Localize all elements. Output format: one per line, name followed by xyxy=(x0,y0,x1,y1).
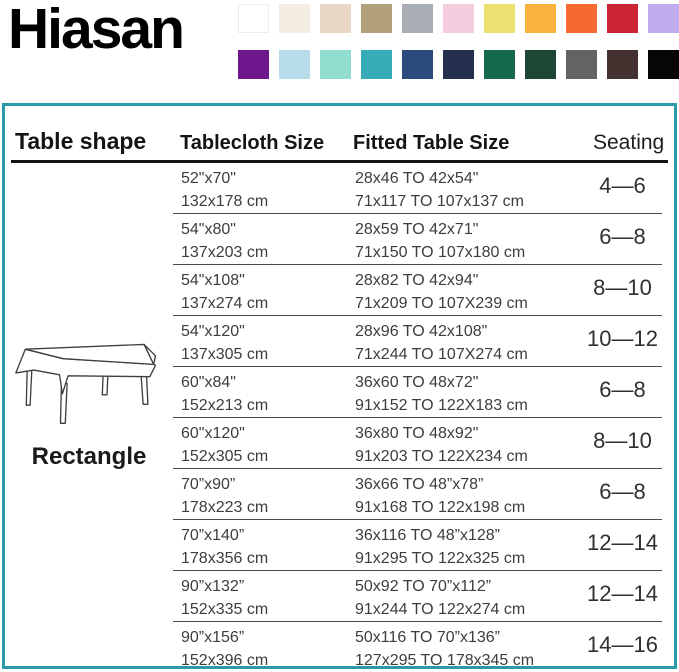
tablecloth-size-cell xyxy=(181,218,355,264)
tablecloth-size-cm: 152x213 cm xyxy=(181,397,269,414)
table-shape-cell xyxy=(5,163,173,666)
tablecloth-size-inches: 90”x156” xyxy=(181,629,245,646)
seating-capacity: 6—8 xyxy=(599,479,646,504)
fitted-size-inches: 36x60 TO 48x72" xyxy=(355,374,479,391)
column-header-seating: Seating xyxy=(593,131,665,154)
swatch-ivory xyxy=(279,4,310,33)
fitted-size-cm: 71x209 TO 107X239 cm xyxy=(355,295,528,312)
fitted-size-inches: 28x82 TO 42x94" xyxy=(355,272,479,289)
fitted-size-cell xyxy=(355,473,583,519)
tablecloth-size-cm: 137x305 cm xyxy=(181,346,269,363)
tablecloth-size-cm: 137x203 cm xyxy=(181,244,269,261)
fitted-size-inches: 36x66 TO 48”x78” xyxy=(355,476,484,493)
fitted-size-cm: 71x150 TO 107x180 cm xyxy=(355,244,526,261)
tablecloth-size-cell xyxy=(181,371,355,417)
fitted-size-cm: 91x168 TO 122x198 cm xyxy=(355,499,526,516)
tablecloth-size-cm: 132x178 cm xyxy=(181,193,269,210)
fitted-size-inches: 50x116 TO 70”x136” xyxy=(355,629,500,646)
table-row xyxy=(173,367,662,418)
swatch-navy xyxy=(402,50,433,79)
tablecloth-size-inches: 70”x90” xyxy=(181,476,236,493)
fitted-size-cell xyxy=(355,167,583,213)
fitted-size-inches: 36x116 TO 48”x128” xyxy=(355,527,500,544)
tablecloth-size-cm: 152x335 cm xyxy=(181,601,269,618)
table-row xyxy=(173,469,662,520)
color-swatch-grid xyxy=(238,4,679,79)
tablecloth-size-inches: 60"x84" xyxy=(181,374,236,391)
tablecloth-size-cell xyxy=(181,626,355,672)
column-header-fitted-table-size: Fitted Table Size xyxy=(353,132,510,154)
swatch-purple xyxy=(238,50,269,79)
swatch-gold xyxy=(525,4,556,33)
swatch-silver xyxy=(402,4,433,33)
table-row xyxy=(173,571,662,622)
table-row xyxy=(173,418,662,469)
tablecloth-size-cm: 137x274 cm xyxy=(181,295,269,312)
tablecloth-size-cm: 178x356 cm xyxy=(181,550,269,567)
fitted-size-cm: 71x244 TO 107X274 cm xyxy=(355,346,528,363)
tablecloth-size-cell xyxy=(181,422,355,468)
shape-label: Rectangle xyxy=(31,442,147,470)
tablecloth-size-cell xyxy=(181,575,355,621)
fitted-size-inches: 50x92 TO 70”x112” xyxy=(355,578,492,595)
table-row xyxy=(173,316,662,367)
tablecloth-size-inches: 90”x132” xyxy=(181,578,245,595)
size-rows xyxy=(173,163,662,669)
seating-capacity: 6—8 xyxy=(599,377,646,402)
seating-capacity: 14—16 xyxy=(587,632,658,657)
tablecloth-size-cell xyxy=(181,320,355,366)
tablecloth-size-inches: 70”x140” xyxy=(181,527,245,544)
swatch-aqua xyxy=(320,50,351,79)
tablecloth-size-inches: 54"x108" xyxy=(181,272,245,289)
table-row xyxy=(173,214,662,265)
tablecloth-size-inches: 54"x80" xyxy=(181,221,236,238)
fitted-size-cell xyxy=(355,575,583,621)
seating-capacity: 8—10 xyxy=(593,428,652,453)
swatch-red xyxy=(607,4,638,33)
swatch-lavender xyxy=(648,4,679,33)
tablecloth-size-inches: 54"x120" xyxy=(181,323,245,340)
swatch-black xyxy=(648,50,679,79)
tablecloth-size-cell xyxy=(181,167,355,213)
swatch-dark-green xyxy=(525,50,556,79)
swatch-green xyxy=(484,50,515,79)
fitted-size-cell xyxy=(355,422,583,468)
column-header-tablecloth-size: Tablecloth Size xyxy=(180,132,325,154)
table-row xyxy=(173,520,662,571)
tablecloth-size-cell xyxy=(181,524,355,570)
tablecloth-size-cell xyxy=(181,473,355,519)
seating-capacity: 10—12 xyxy=(587,326,658,351)
tablecloth-size-cm: 152x396 cm xyxy=(181,652,269,669)
tablecloth-size-inches: 52"x70" xyxy=(181,170,236,187)
column-header-table-shape: Table shape xyxy=(15,128,147,154)
fitted-size-inches: 28x46 TO 42x54" xyxy=(355,170,479,187)
swatch-pink xyxy=(443,4,474,33)
rectangle-table-illustration xyxy=(13,331,165,431)
seating-capacity: 8—10 xyxy=(593,275,652,300)
swatch-teal xyxy=(361,50,392,79)
fitted-size-cell xyxy=(355,626,583,672)
fitted-size-inches: 28x59 TO 42x71" xyxy=(355,221,479,238)
table-row xyxy=(173,265,662,316)
seating-capacity: 12—14 xyxy=(587,530,658,555)
swatch-brown xyxy=(607,50,638,79)
tablecloth-size-cell xyxy=(181,269,355,315)
table-header-row xyxy=(5,106,674,160)
fitted-size-inches: 36x80 TO 48x92" xyxy=(355,425,479,442)
fitted-size-cell xyxy=(355,524,583,570)
fitted-size-cm: 71x117 TO 107x137 cm xyxy=(355,193,524,210)
tablecloth-size-inches: 60"x120" xyxy=(181,425,245,442)
fitted-size-cell xyxy=(355,218,583,264)
swatch-yellow xyxy=(484,4,515,33)
swatch-beige xyxy=(320,4,351,33)
fitted-size-cell xyxy=(355,269,583,315)
fitted-size-cell xyxy=(355,371,583,417)
fitted-size-cm: 91x152 TO 122X183 cm xyxy=(355,397,528,414)
tablecloth-size-cm: 178x223 cm xyxy=(181,499,269,516)
fitted-size-cm: 91x203 TO 122X234 cm xyxy=(355,448,528,465)
swatch-light-blue xyxy=(279,50,310,79)
seating-capacity: 4—6 xyxy=(599,173,646,198)
tablecloth-size-cm: 152x305 cm xyxy=(181,448,269,465)
swatch-orange xyxy=(566,4,597,33)
table-body xyxy=(5,163,674,669)
brand-logo: Hiasan xyxy=(8,0,183,61)
swatch-dark-navy xyxy=(443,50,474,79)
fitted-size-inches: 28x96 TO 42x108" xyxy=(355,323,488,340)
swatch-khaki xyxy=(361,4,392,33)
size-chart-table xyxy=(2,103,677,669)
fitted-size-cm: 91x295 TO 122x325 cm xyxy=(355,550,526,567)
table-row xyxy=(173,622,662,672)
table-row xyxy=(173,163,662,214)
seating-capacity: 12—14 xyxy=(587,581,658,606)
fitted-size-cm: 127x295 TO 178x345 cm xyxy=(355,652,535,669)
fitted-size-cm: 91x244 TO 122x274 cm xyxy=(355,601,526,618)
fitted-size-cell xyxy=(355,320,583,366)
swatch-white xyxy=(238,4,269,33)
seating-capacity: 6—8 xyxy=(599,224,646,249)
swatch-gray xyxy=(566,50,597,79)
